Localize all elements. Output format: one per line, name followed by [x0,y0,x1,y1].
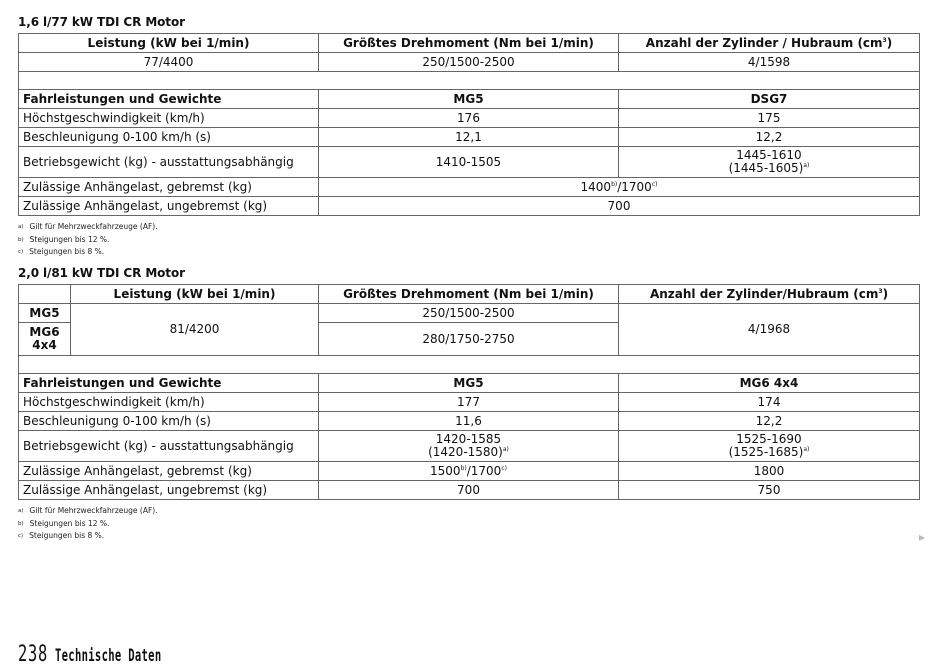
table-row [19,462,920,481]
table-row [19,178,920,197]
engine-table-1 [18,33,920,216]
torque-value: 280/1750-2750 [319,323,619,356]
header-torque: Größtes Drehmoment (Nm bei 1/min) [319,34,619,53]
header-empty [19,285,71,304]
cell-value: 177 [319,393,619,412]
header-cylinders: Anzahl der Zylinder / Hubraum $(cm^3)$ [619,34,920,53]
header-cylinders: Anzahl der Zylinder/Hubraum $(cm^3)$ [619,285,920,304]
cylinders-value: 4/1968 [619,304,920,356]
table-row [19,197,920,216]
row-label: Zulässige Anhängelast, gebremst (kg) [19,462,319,481]
table-row [19,412,920,431]
table-header-row [19,374,920,393]
cell-value: 11,6 [319,412,619,431]
table-row [19,431,920,462]
cell-value: 12,1 [319,128,619,147]
cell-value: 750 [619,481,920,500]
header-power: Leistung (kW bei 1/min) [19,34,319,53]
row-label: Betriebsgewicht (kg) - ausstattungsabhängig [19,147,319,178]
table-row [19,147,920,178]
table-row [19,304,920,323]
row-label: Betriebsgewicht (kg) - ausstattungsabhängig [19,431,319,462]
cell-value: 1525-1690 (1525-1685)$^{a)}$ [619,431,920,462]
cylinders-value: 4/1598 [619,53,920,72]
power-value: 77/4400 [19,53,319,72]
footnote: $^{c)}$ Steigungen bis 8 %. [18,247,105,256]
row-label: Zulässige Anhängelast, gebremst (kg) [19,178,319,197]
row-label: Beschleunigung 0-100 km/h (s) [19,412,319,431]
row-label: Zulässige Anhängelast, ungebremst (kg) [19,481,319,500]
variant-label: MG5 [19,304,71,323]
row-label: Höchstgeschwindigkeit (km/h) [19,393,319,412]
cell-value: 12,2 [619,412,920,431]
footnote: $^{a)}$ Gilt für Mehrzweckfahrzeuge (AF). [18,506,158,515]
spacer-row [19,356,920,374]
perf-header-col1: MG5 [319,374,619,393]
next-page-arrow-icon[interactable]: ▶ [919,533,926,542]
table-header-row [19,34,920,53]
perf-header-label: Fahrleistungen und Gewichte [19,374,319,393]
table-row [19,53,920,72]
table-header-row [19,285,920,304]
perf-header-col1: MG5 [319,90,619,109]
footnotes-1 [18,221,158,259]
cell-value: 1420-1585 (1420-1580)$^{a)}$ [319,431,619,462]
perf-header-label: Fahrleistungen und Gewichte [19,90,319,109]
row-label: Zulässige Anhängelast, ungebremst (kg) [19,197,319,216]
table-row [19,393,920,412]
torque-value: 250/1500-2500 [319,53,619,72]
footnotes-2 [18,505,158,543]
section-title-2: 2,0 l/81 kW TDI CR Motor [18,266,185,280]
spacer-row [19,72,920,90]
table-header-row [19,90,920,109]
cell-value: 12,2 [619,128,920,147]
footnote: $^{a)}$ Gilt für Mehrzweckfahrzeuge (AF). [18,222,158,231]
footnote: $^{b)}$ Steigungen bis 12 %. [18,518,110,528]
row-label: Höchstgeschwindigkeit (km/h) [19,109,319,128]
cell-value: 174 [619,393,920,412]
cell-value: 176 [319,109,619,128]
table-row [19,481,920,500]
header-power: Leistung (kW bei 1/min) [71,285,319,304]
power-value: 81/4200 [71,304,319,356]
engine-table-2 [18,284,920,500]
page-number: 238 [18,642,48,667]
footnote: $^{c)}$ Steigungen bis 8 %. [18,531,105,540]
footnote: $^{b)}$ Steigungen bis 12 %. [18,234,110,244]
cell-value: 1445-1610 (1445-1605)$^{a)}$ [619,147,920,178]
row-label: Beschleunigung 0-100 km/h (s) [19,128,319,147]
table-row [19,128,920,147]
cell-value: 1400$^{b)}$/1700$^{c)}$ [319,178,920,197]
cell-value: 1800 [619,462,920,481]
cell-value: 175 [619,109,920,128]
perf-header-col2: MG6 4x4 [619,374,920,393]
perf-header-col2: DSG7 [619,90,920,109]
cell-value: 1500$^{b)}$/1700$^{c)}$ [319,462,619,481]
cell-value: 700 [319,197,920,216]
torque-value: 250/1500-2500 [319,304,619,323]
header-torque: Größtes Drehmoment (Nm bei 1/min) [319,285,619,304]
cell-value: 1410-1505 [319,147,619,178]
variant-label: MG6 4x4 [19,323,71,356]
cell-value: 700 [319,481,619,500]
section-title-1: 1,6 l/77 kW TDI CR Motor [18,15,185,29]
chapter-title: Technische Daten [55,646,162,666]
table-row [19,109,920,128]
